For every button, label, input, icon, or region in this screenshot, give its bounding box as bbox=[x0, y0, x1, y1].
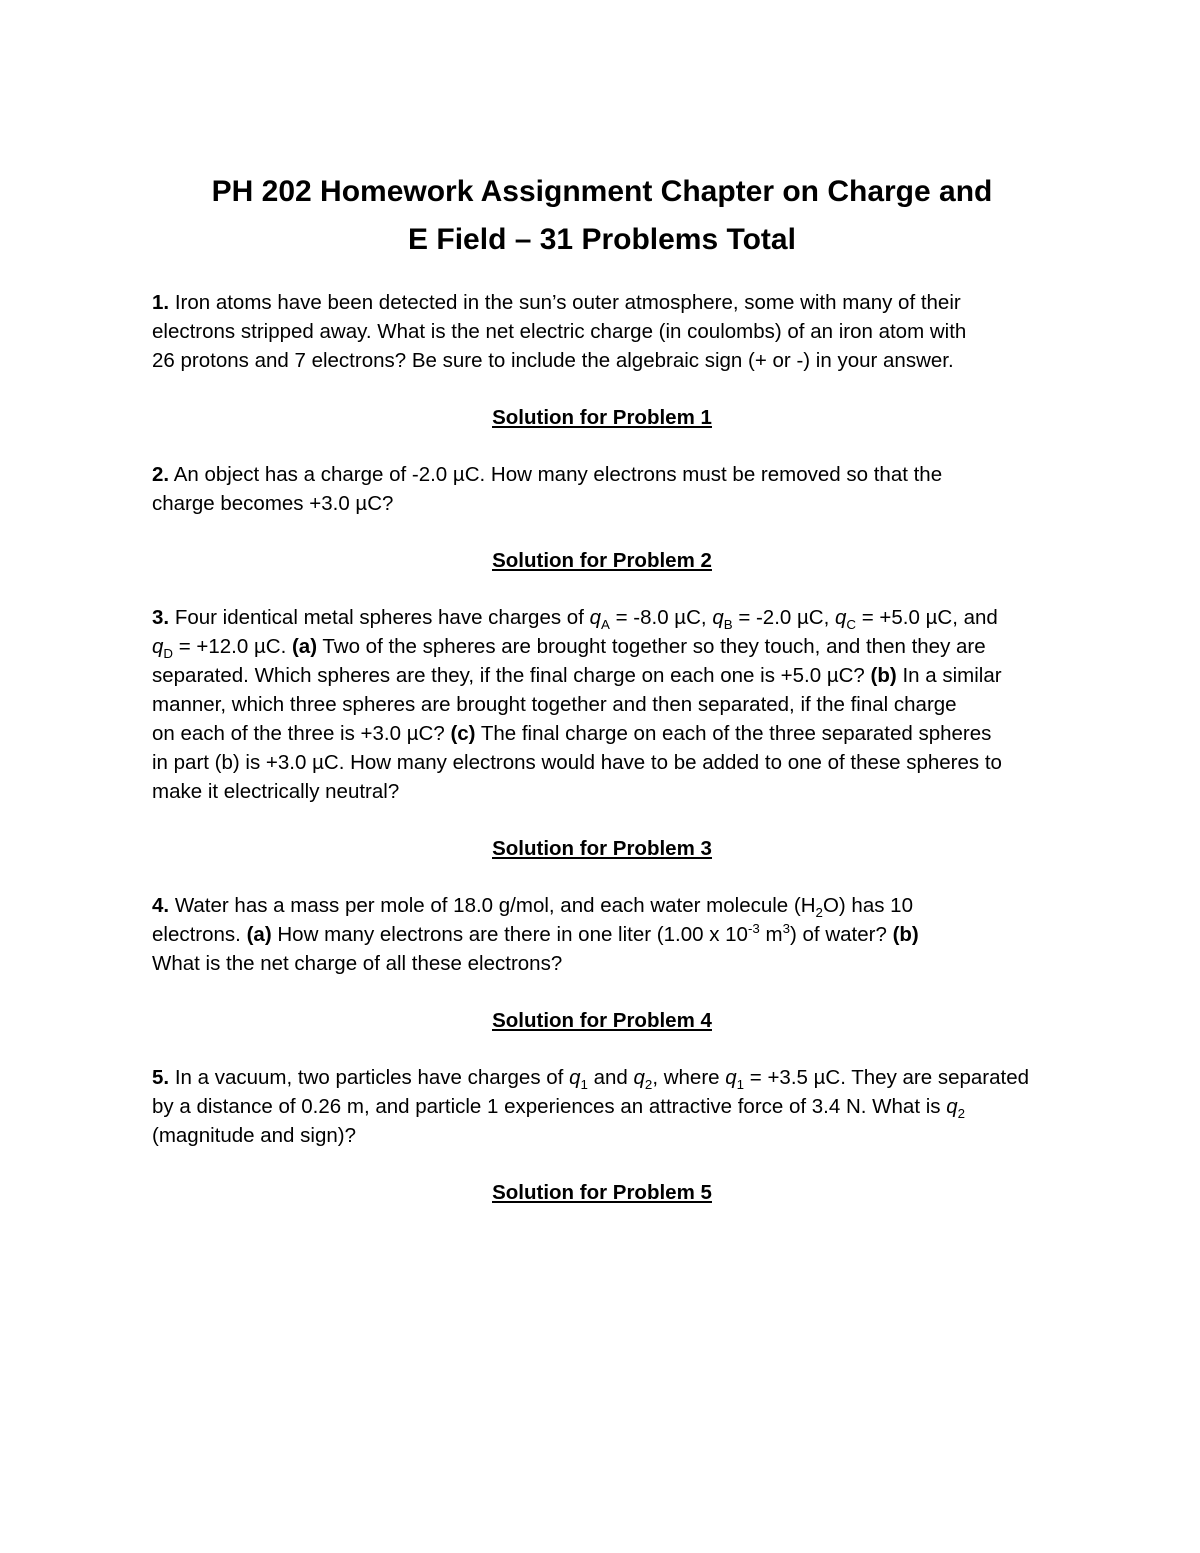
problem-line bbox=[152, 920, 1052, 949]
subscript: 2 bbox=[815, 905, 823, 921]
problem-line: 26 protons and 7 electrons? Be sure to include the algebraic sign (+ or -) in your answer. bbox=[152, 349, 954, 372]
problem-text: = -2.0 µC, bbox=[738, 606, 830, 629]
solution-link-5[interactable] bbox=[152, 1178, 1052, 1207]
variable-q: q bbox=[633, 1066, 645, 1089]
problem-text: separated. Which spheres are they, if the final charge on each one is +5.0 µC? bbox=[152, 664, 865, 687]
subscript: B bbox=[723, 617, 733, 633]
solution-link-2[interactable] bbox=[152, 546, 1052, 575]
problem-text: An object has a charge of -2.0 µC. How many electrons must be removed so that the bbox=[173, 463, 943, 486]
part-label: (b) bbox=[870, 664, 897, 687]
part-label: (a) bbox=[246, 923, 272, 946]
part-label: (b) bbox=[892, 923, 919, 946]
solution-link-text[interactable]: Solution for Problem 5 bbox=[492, 1181, 712, 1204]
problem-text: m bbox=[765, 923, 783, 946]
problem-text: In a similar bbox=[902, 664, 1002, 687]
problem-text: = +5.0 µC, and bbox=[861, 606, 998, 629]
solution-link-text[interactable]: Solution for Problem 1 bbox=[492, 406, 712, 429]
subscript: 2 bbox=[957, 1106, 966, 1122]
problem-text: by a distance of 0.26 m, and particle 1 experiences an attractive force of 3.4 N. What is bbox=[152, 1095, 941, 1118]
problem-1 bbox=[152, 288, 1052, 375]
subscript: 1 bbox=[580, 1077, 588, 1093]
problem-line: charge becomes +3.0 µC? bbox=[152, 492, 394, 515]
problem-text: ) of water? bbox=[790, 923, 887, 946]
problem-text: The final charge on each of the three separated spheres bbox=[480, 722, 992, 745]
part-label: (c) bbox=[450, 722, 476, 745]
problem-text: In a vacuum, two particles have charges of bbox=[174, 1066, 564, 1089]
problem-text: = -8.0 µC, bbox=[615, 606, 707, 629]
problem-line bbox=[152, 288, 1052, 317]
problem-5 bbox=[152, 1063, 1052, 1150]
problem-line bbox=[152, 1092, 1052, 1121]
problem-line bbox=[152, 719, 1052, 748]
problem-line: in part (b) is +3.0 µC. How many electrons would have to be added to one of these spheres to bbox=[152, 751, 1002, 774]
problem-text: How many electrons are there in one liter (1.00 x 10 bbox=[277, 923, 748, 946]
problem-text: on each of the three is +3.0 µC? bbox=[152, 722, 445, 745]
subscript: 1 bbox=[736, 1077, 745, 1093]
title-line-2: E Field – 31 Problems Total bbox=[408, 223, 796, 256]
page-title bbox=[152, 168, 1052, 264]
problem-line: (magnitude and sign)? bbox=[152, 1124, 356, 1147]
problem-text: Water has a mass per mole of 18.0 g/mol, and each water molecule (H bbox=[174, 894, 816, 917]
problem-text: = +3.5 µC. They are separated bbox=[749, 1066, 1030, 1089]
problem-3 bbox=[152, 603, 1052, 806]
problem-text: and bbox=[593, 1066, 628, 1089]
solution-link-4[interactable] bbox=[152, 1006, 1052, 1035]
problem-line bbox=[152, 661, 1052, 690]
problem-text: electrons. bbox=[152, 923, 241, 946]
subscript: C bbox=[846, 617, 857, 633]
solution-link-text[interactable]: Solution for Problem 3 bbox=[492, 837, 712, 860]
variable-q: q bbox=[712, 606, 724, 629]
subscript: A bbox=[601, 617, 610, 633]
problem-text: Four identical metal spheres have charges of bbox=[174, 606, 584, 629]
subscript: 2 bbox=[644, 1077, 653, 1093]
problem-number: 3. bbox=[152, 606, 170, 629]
title-line-1: PH 202 Homework Assignment Chapter on Charge and bbox=[211, 175, 993, 208]
problem-text: O) has 10 bbox=[822, 894, 913, 917]
document-page bbox=[152, 168, 1052, 1235]
problem-text: = +12.0 µC. bbox=[178, 635, 287, 658]
problem-4 bbox=[152, 891, 1052, 978]
variable-q: q bbox=[152, 635, 164, 658]
problem-number: 2. bbox=[152, 463, 170, 486]
variable-q: q bbox=[946, 1095, 958, 1118]
superscript: -3 bbox=[747, 921, 760, 937]
solution-link-1[interactable] bbox=[152, 403, 1052, 432]
problem-text: Two of the spheres are brought together so they touch, and then they are bbox=[322, 635, 986, 658]
part-label: (a) bbox=[291, 635, 318, 658]
variable-q: q bbox=[569, 1066, 581, 1089]
solution-link-text[interactable]: Solution for Problem 2 bbox=[492, 549, 712, 572]
solution-link-3[interactable] bbox=[152, 834, 1052, 863]
problem-number: 4. bbox=[152, 894, 170, 917]
problem-line bbox=[152, 632, 1052, 661]
problem-number: 1. bbox=[152, 291, 170, 314]
problem-line bbox=[152, 460, 1052, 489]
subscript: D bbox=[163, 646, 174, 662]
variable-q: q bbox=[725, 1066, 737, 1089]
problem-line: electrons stripped away. What is the net electric charge (in coulombs) of an iron atom with bbox=[152, 320, 967, 343]
problem-number: 5. bbox=[152, 1066, 170, 1089]
problem-line bbox=[152, 891, 1052, 920]
problem-line: manner, which three spheres are brought together and then separated, if the final charge bbox=[152, 693, 957, 716]
superscript: 3 bbox=[782, 921, 790, 937]
problem-line bbox=[152, 1063, 1052, 1092]
solution-link-text[interactable]: Solution for Problem 4 bbox=[492, 1009, 712, 1032]
problem-2 bbox=[152, 460, 1052, 518]
problem-line: make it electrically neutral? bbox=[152, 780, 400, 803]
problem-text: , where bbox=[652, 1066, 720, 1089]
problem-line bbox=[152, 603, 1052, 632]
variable-q: q bbox=[835, 606, 847, 629]
problem-line: What is the net charge of all these electrons? bbox=[152, 952, 563, 975]
problem-text: Iron atoms have been detected in the sun’s outer atmosphere, some with many of their bbox=[174, 291, 961, 314]
variable-q: q bbox=[589, 606, 602, 629]
